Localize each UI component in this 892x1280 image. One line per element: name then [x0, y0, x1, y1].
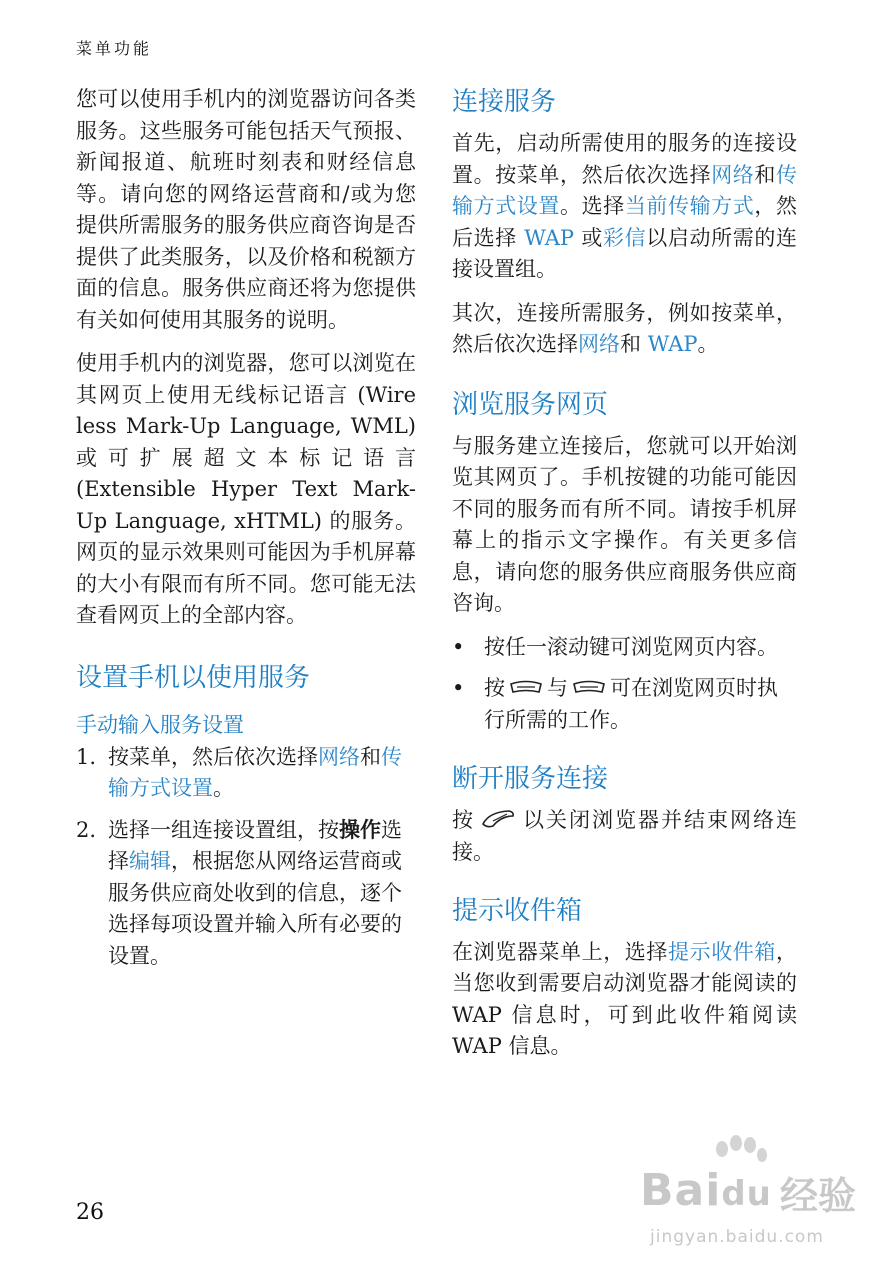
menu-link-transport-settings: 传输方式设置 [452, 162, 798, 218]
page-number: 26 [76, 1200, 104, 1225]
step-text: ，根据您从网络运营商或服务供应商处收到的信息，逐个选择每项设置并输入所有必要的设置。 [108, 849, 402, 968]
end-call-key-icon [479, 806, 517, 838]
bullet-text: 按 [484, 676, 505, 700]
section-title-connect: 连接服务 [452, 87, 557, 117]
text: 。 [697, 332, 719, 356]
menu-link-current-transport: 当前传输方式 [624, 194, 755, 218]
section-title-disconnect: 断开服务连接 [452, 763, 609, 794]
menu-link-wap: WAP [524, 225, 575, 250]
step-item [76, 742, 416, 805]
text: 和 [754, 162, 777, 187]
step-number: 1. [76, 744, 97, 769]
section-title-setup: 设置手机以使用服务 [76, 662, 311, 693]
connect-paragraph-2 [452, 298, 797, 361]
step-text: 。 [213, 776, 234, 800]
text: 和 [620, 332, 648, 356]
bullet-text: 按任一滚动键可浏览网页内容。 [484, 634, 778, 659]
menu-link-edit: 编辑 [129, 849, 171, 873]
watermark-logo [640, 1165, 772, 1216]
bullet: • [452, 634, 465, 659]
steps-list [76, 742, 416, 973]
watermark-url: jingyan.baidu.com [650, 1227, 824, 1247]
subsection-title-manual: 手动输入服务设置 [76, 712, 244, 737]
menu-link-network: 网络 [711, 162, 755, 187]
step-text: 按菜单，然后依次选择 [108, 744, 318, 769]
text: 以启动所需的连接设置组。 [452, 225, 797, 281]
right-column [452, 84, 797, 1075]
step-text: 选择 [108, 817, 402, 873]
text: 在浏览器菜单上，选择 [452, 939, 668, 964]
step-item [76, 815, 416, 973]
connect-paragraph-1 [452, 128, 797, 286]
browse-paragraph: 与服务建立连接后，您就可以开始浏览其网页了。手机按键的功能可能因不同的服务而有所不同。请按手机屏幕上的指示文字操作。有关更多信息，请向您的服务供应商服务供应商咨询。 [452, 433, 797, 615]
menu-link-wap: WAP [647, 332, 698, 356]
text: 。选择 [560, 194, 625, 218]
text: 首先，启动所需使用的服务的连接设置。按菜单，然后依次选择 [452, 131, 797, 187]
list-item [452, 632, 797, 664]
operation-label: 操作 [339, 817, 381, 842]
disconnect-paragraph [452, 805, 797, 869]
intro-paragraph: 您可以使用手机内的浏览器访问各类服务。这些服务可能包括天气预报、新闻报道、航班时刻表和财经信息等。请向您的网络运营商和/或为您提供所需服务的服务供应商咨询是否提供了此类服务，以及价格和税额方面的信息。服务供应商还将为您提供有关如何使用其服务的说明。 [76, 87, 416, 332]
section-title-push-inbox: 提示收件箱 [452, 895, 583, 926]
push-inbox-paragraph [452, 937, 797, 1063]
text: ，然后选择 [452, 194, 798, 250]
text: 以关闭浏览器并结束网络连接。 [452, 807, 797, 864]
list-item [452, 673, 797, 737]
step-number: 2. [76, 817, 97, 842]
text: ，当您收到需要启动浏览器才能阅读的 WAP 信息时，可到此收件箱阅读 WAP 信息。 [452, 939, 797, 1058]
logo-text: du [721, 1174, 772, 1214]
left-softkey-icon [509, 674, 543, 706]
text: 其次，连接所需服务，例如按菜单，然后依次选择 [452, 300, 797, 356]
menu-link-network: 网络 [578, 332, 620, 356]
logo-text: Bai [640, 1165, 722, 1216]
step-text: 和 [360, 744, 381, 769]
right-softkey-icon [572, 674, 606, 706]
text: 按 [452, 807, 475, 832]
menu-link-transport-settings: 传输方式设置 [108, 744, 402, 800]
bullet: • [452, 676, 465, 700]
section-title-browse: 浏览服务网页 [452, 389, 609, 420]
menu-link-push-inbox: 提示收件箱 [668, 939, 776, 964]
page-header: 菜单功能 [76, 39, 153, 58]
text: 或 [574, 225, 603, 250]
menu-link-mms: 彩信 [602, 225, 647, 250]
bullet-text: 与 [547, 676, 568, 700]
step-text: 选择一组连接设置组，按 [108, 817, 339, 842]
left-column [76, 84, 416, 982]
browse-bullets [452, 632, 797, 737]
watermark-sub: 经验 [780, 1174, 857, 1218]
menu-link-network: 网络 [318, 744, 360, 769]
baidu-watermark [640, 1135, 860, 1265]
bullet-text: 可在浏览网页时执行所需的工作。 [484, 676, 778, 733]
browser-paragraph: 使用手机内的浏览器，您可以浏览在其网页上使用无线标记语言 (Wire less Mark-Up Language, WML) 或可扩展超文本标记语言 (Extensible Hyper Text Mark-Up Language, xHTML) 的服务。网页的显示效果则可能因为手机屏幕的大小有限而有所不同。您可能无法查看网页上的全部内容。 [76, 351, 416, 627]
